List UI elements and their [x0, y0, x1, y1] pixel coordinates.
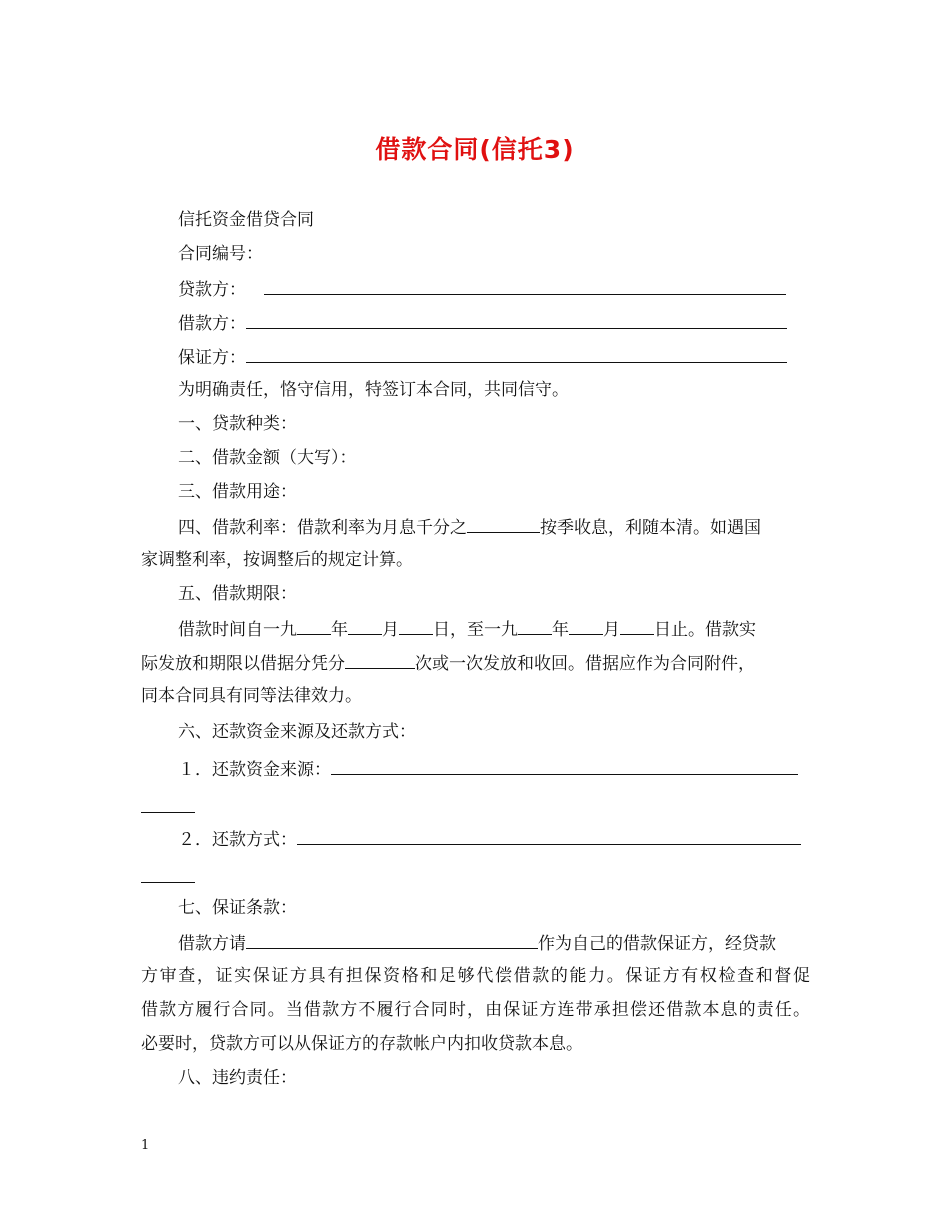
loan-period-year-1: 年: [331, 620, 348, 640]
start-year-blank: [297, 618, 331, 635]
lender-blank: [264, 278, 786, 295]
repayment-source-blank: [331, 758, 798, 775]
loan-period-line: [178, 618, 756, 640]
loan-period-month-1: 月: [382, 620, 399, 640]
clause-4-text-b: 按季收息，利随本清。如遇国: [540, 518, 761, 538]
repayment-method-continuation: [141, 866, 195, 888]
loan-period-text-g: 日止。借款实: [654, 620, 756, 640]
repayment-source-line: [178, 758, 798, 780]
clause-4-text-a: 四、借款利率：借款利率为月息千分之: [178, 518, 467, 538]
repayment-source-blank-cont: [141, 796, 195, 813]
borrower-label: 借款方：: [178, 314, 246, 334]
installments-blank: [345, 652, 415, 669]
borrower-line: [178, 312, 787, 334]
lender-label: 贷款方：: [178, 280, 246, 300]
repayment-method-label: ２．还款方式：: [178, 830, 297, 850]
repayment-method-blank-cont: [141, 866, 195, 883]
clause-3-heading: 三、借款用途：: [178, 482, 297, 502]
guarantor-blank: [246, 346, 787, 363]
end-year-blank: [518, 618, 552, 635]
clause-7-line-2: 方审查，证实保证方具有担保资格和足够代偿借款的能力。保证方有权检查和督促: [141, 966, 810, 986]
loan-period-text-d: 日，至一九: [433, 620, 518, 640]
repayment-source-label: １．还款资金来源：: [178, 760, 331, 780]
interest-rate-blank: [467, 516, 540, 533]
loan-period-line-3: 同本合同具有同等法律效力。: [141, 686, 362, 706]
clause-7-line-1: [178, 932, 776, 954]
loan-period-month-2: 月: [603, 620, 620, 640]
document-title: 借款合同(信托3): [375, 135, 575, 164]
clause-2-heading: 二、借款金额（大写）：: [178, 448, 357, 468]
loan-period-text-a: 借款时间自一九: [178, 620, 297, 640]
borrower-blank: [246, 312, 787, 329]
loan-period-text-i: 次或一次发放和收回。借据应作为合同附件，: [415, 654, 755, 674]
end-month-blank: [569, 618, 603, 635]
loan-period-year-2: 年: [552, 620, 569, 640]
contract-number-label: 合同编号：: [178, 244, 263, 264]
clause-1-heading: 一、贷款种类：: [178, 414, 297, 434]
clause-8-heading: 八、违约责任：: [178, 1068, 297, 1088]
clause-4-line-1: [178, 516, 761, 538]
clause-7-text-a: 借款方请: [178, 934, 246, 954]
page-number: 1: [141, 1138, 150, 1153]
lender-line: [178, 278, 786, 300]
contract-subtitle: 信托资金借贷合同: [178, 210, 314, 230]
clause-4-line-2: 家调整利率，按调整后的规定计算。: [141, 550, 413, 570]
end-day-blank: [620, 618, 654, 635]
clause-6-heading: 六、还款资金来源及还款方式：: [178, 722, 416, 742]
clause-7-text-b: 作为自己的借款保证方，经贷款: [538, 934, 776, 954]
loan-period-text-h: 际发放和期限以借据分凭分: [141, 654, 345, 674]
guarantor-label: 保证方：: [178, 348, 246, 368]
guarantor-name-blank: [246, 932, 538, 949]
clause-7-heading: 七、保证条款：: [178, 898, 297, 918]
repayment-source-continuation: [141, 796, 195, 818]
start-month-blank: [348, 618, 382, 635]
start-day-blank: [399, 618, 433, 635]
clause-5-heading: 五、借款期限：: [178, 584, 297, 604]
preamble: 为明确责任，恪守信用，特签订本合同，共同信守。: [178, 380, 569, 400]
loan-period-line-2: [141, 652, 755, 674]
guarantor-line: [178, 346, 787, 368]
clause-7-line-4: 必要时，贷款方可以从保证方的存款帐户内扣收贷款本息。: [141, 1034, 583, 1054]
clause-7-line-3: 借款方履行合同。当借款方不履行合同时，由保证方连带承担偿还借款本息的责任。: [141, 1000, 810, 1020]
repayment-method-blank: [297, 828, 801, 845]
repayment-method-line: [178, 828, 801, 850]
